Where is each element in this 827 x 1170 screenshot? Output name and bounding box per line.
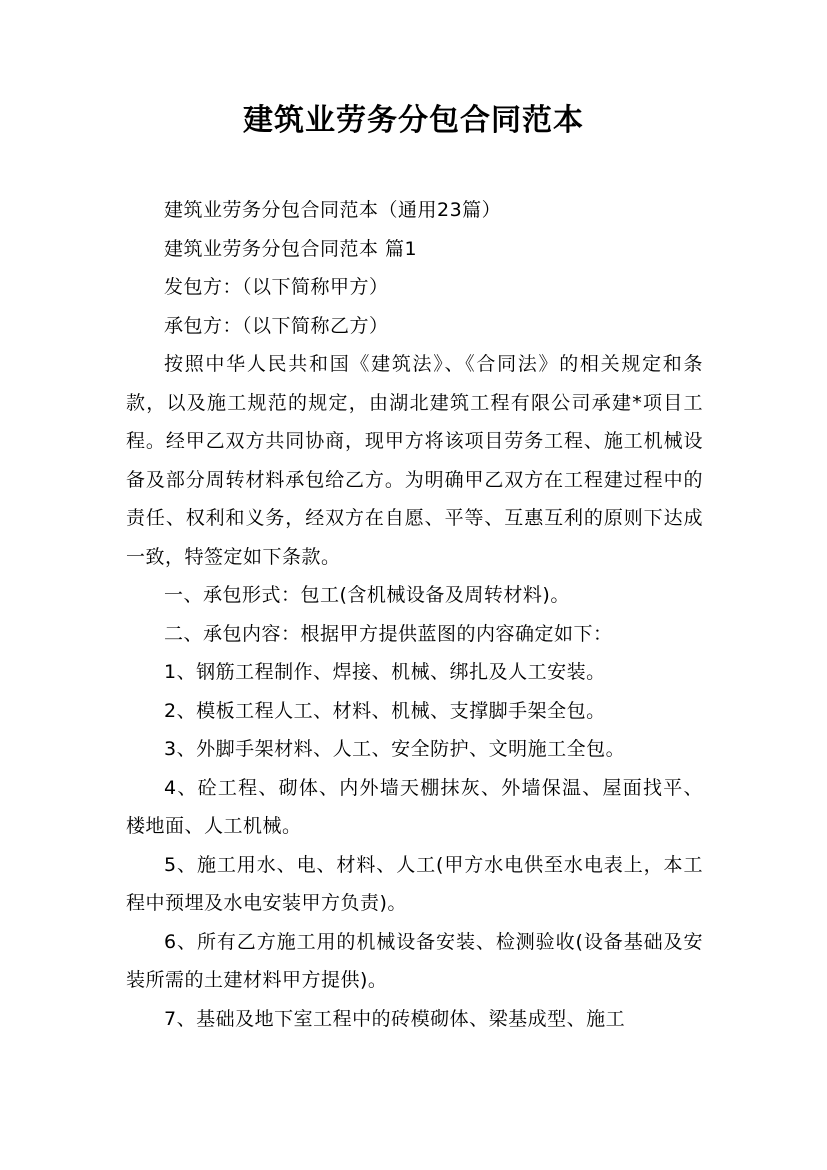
- paragraph-subtitle: 建筑业劳务分包合同范本（通用23篇）: [164, 199, 502, 221]
- document-body: [126, 191, 703, 1038]
- list-item: 5、施工用水、电、材料、人工(甲方水电供至水电表上，本工程中预埋及水电安装甲方负责)。: [126, 853, 703, 914]
- list-item: 4、砼工程、砌体、内外墙天棚抹灰、外墙保温、屋面找平、楼地面、人工机械。: [126, 776, 703, 837]
- paragraph-section-heading: 建筑业劳务分包合同范本 篇1: [164, 237, 418, 260]
- paragraph-clause-2: 二、承包内容：根据甲方提供蓝图的内容确定如下：: [164, 622, 613, 645]
- list-item: 6、所有乙方施工用的机械设备安装、检测验收(设备基础及安装所需的土建材料甲方提供)。: [126, 930, 703, 991]
- paragraph-preamble: 按照中华人民共和国《建筑法》、《合同法》的相关规定和条款，以及施工规范的规定，由湖北建筑工程有限公司承建*项目工程。经甲乙双方共同协商，现甲方将该项目劳务工程、施工机械设备及部分周转材料承包给乙方。为明确甲乙双方在工程建过程中的责任、权利和义务，经双方在自愿、平等、互惠互利的原则下达成一致，特签定如下条款。: [126, 353, 703, 568]
- document-title: 建筑业劳务分包合同范本: [243, 103, 584, 138]
- paragraph-clause-1: 一、承包形式：包工(含机械设备及周转材料)。: [164, 584, 570, 606]
- paragraph-party-b: 承包方：（以下简称乙方）: [164, 314, 389, 337]
- paragraph-party-a: 发包方：（以下简称甲方）: [164, 276, 389, 298]
- list-item: 7、基础及地下室工程中的砖模砌体、梁基成型、施工: [164, 1007, 626, 1030]
- list-item: 1、钢筋工程制作、焊接、机械、绑扎及人工安装。: [164, 661, 606, 683]
- list-item: 3、外脚手架材料、人工、安全防护、文明施工全包。: [164, 738, 626, 760]
- list-item: 2、模板工程人工、材料、机械、支撑脚手架全包。: [164, 699, 606, 722]
